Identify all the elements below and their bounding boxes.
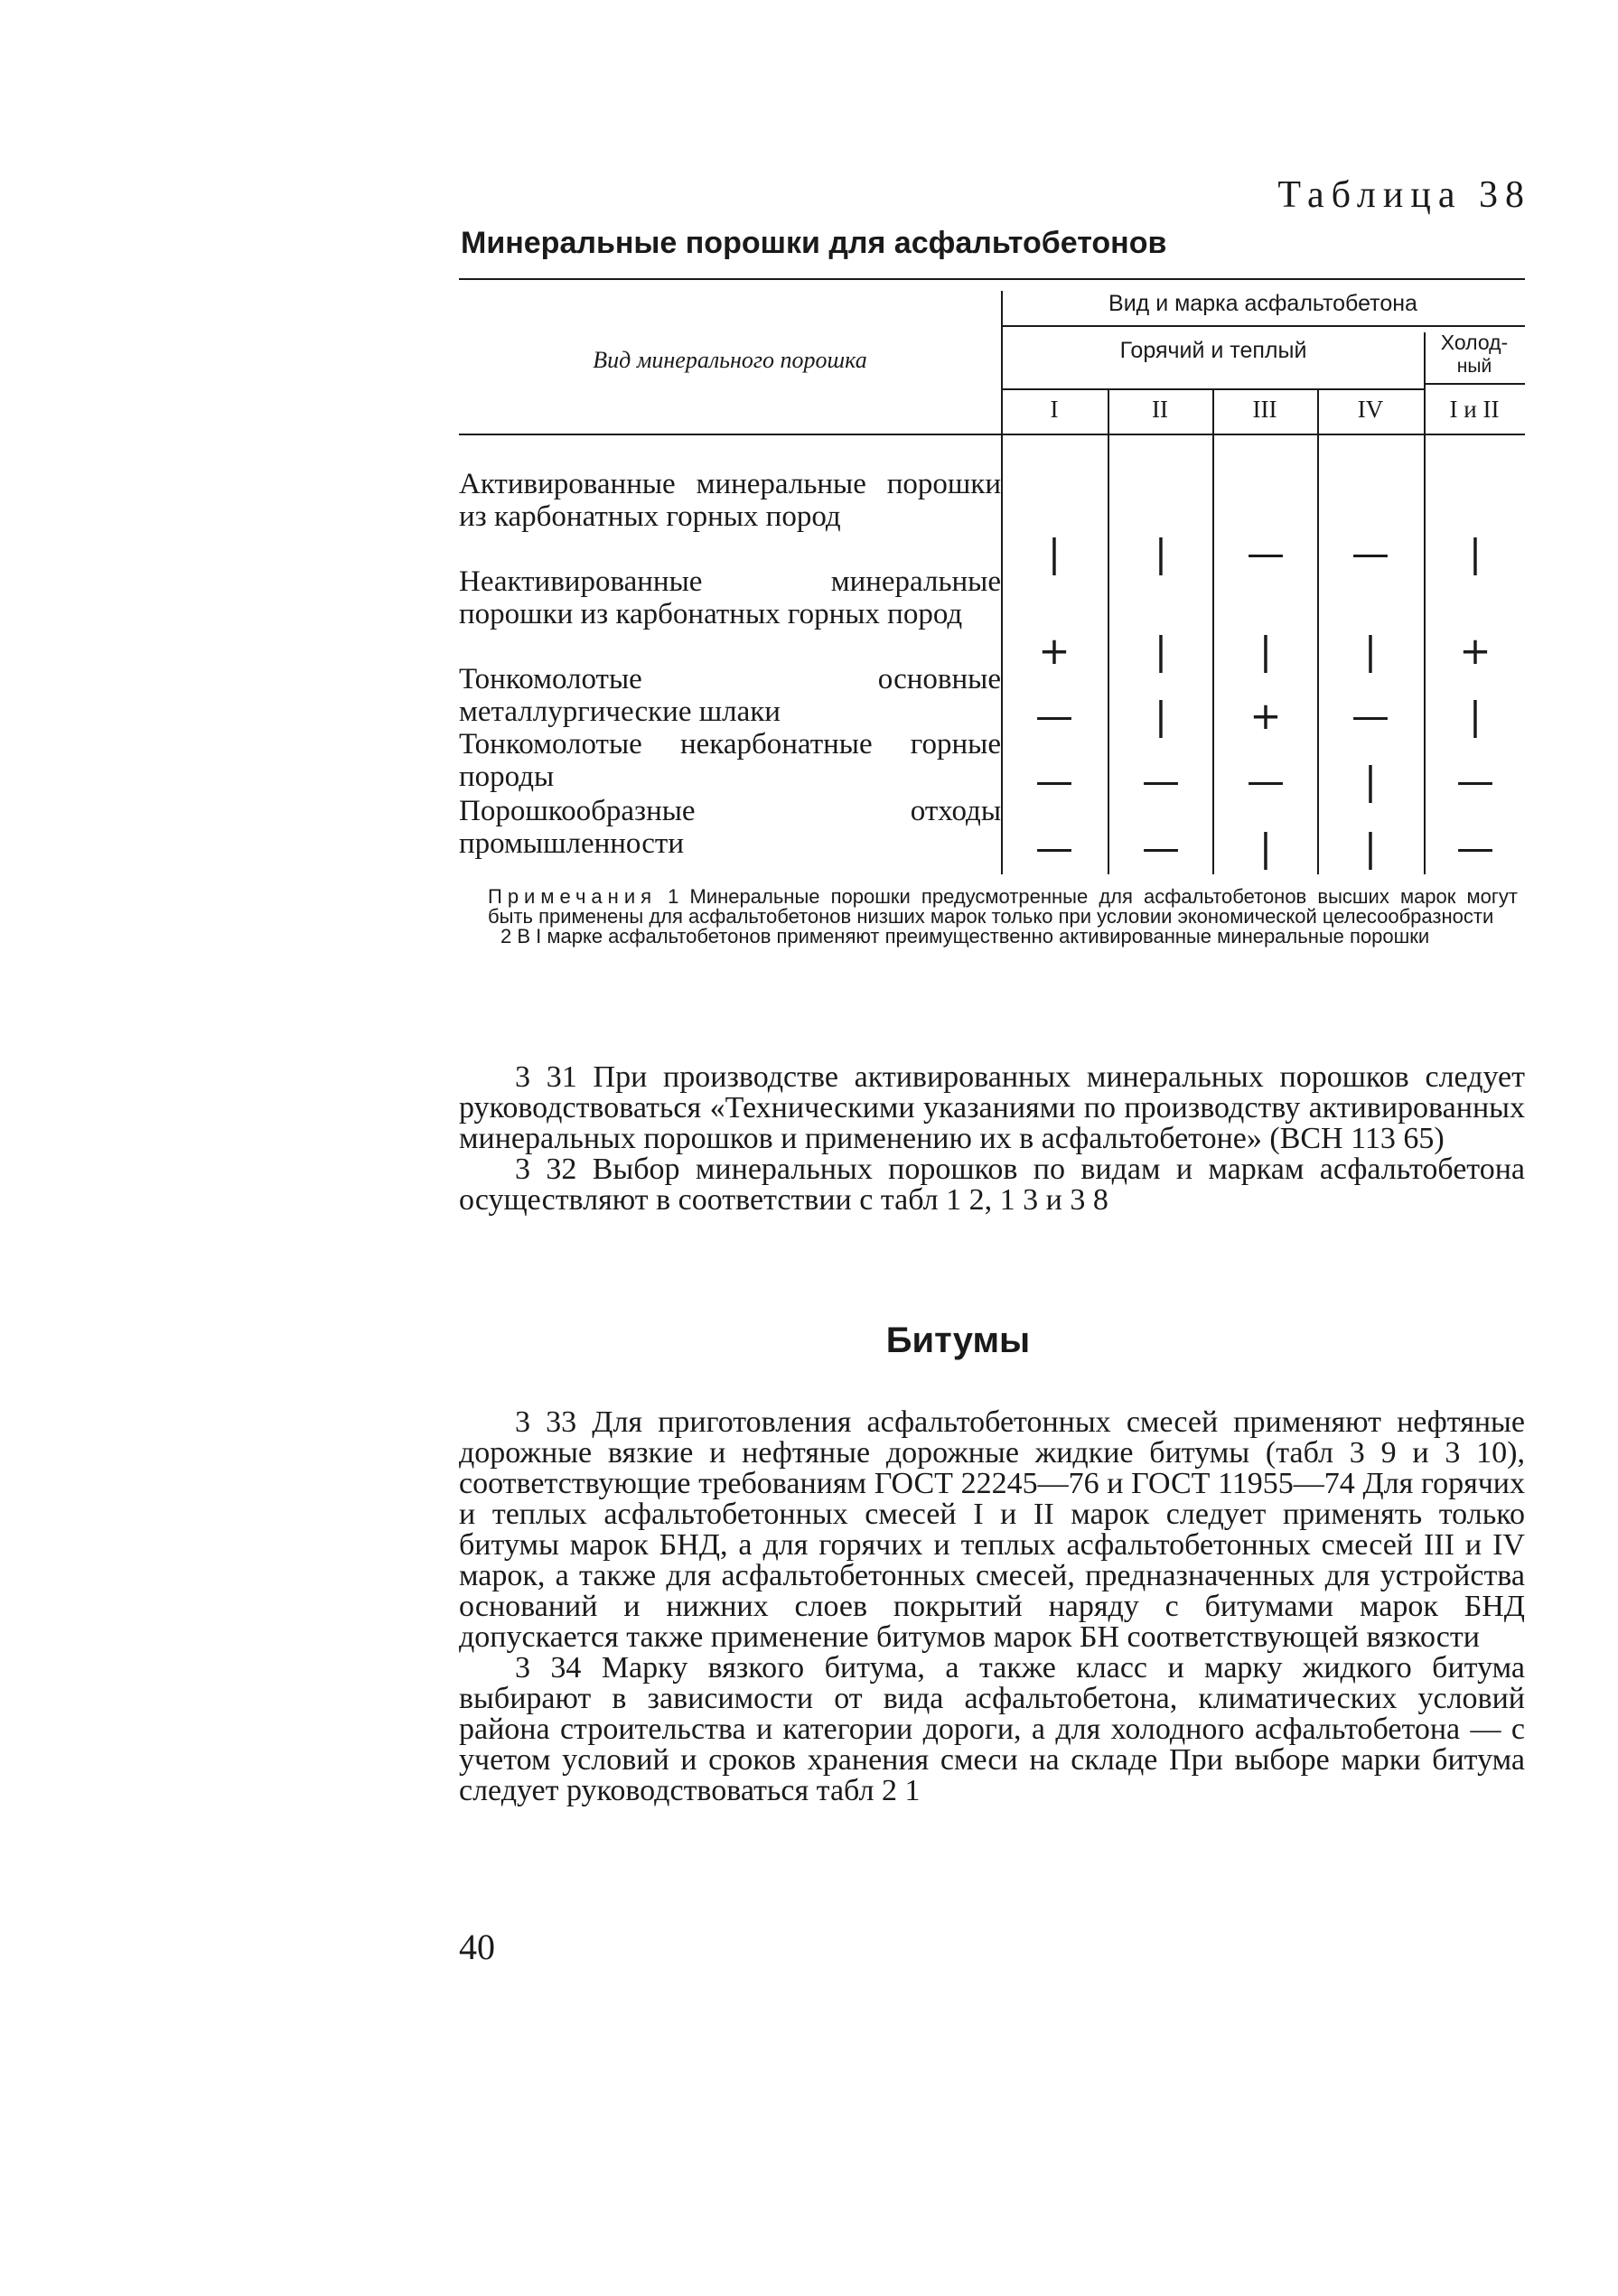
grade-II: II (1152, 396, 1168, 423)
row-name-3: Тонкомолотые основные металлургические шлаки (459, 663, 1001, 728)
header-bottom-rule (459, 434, 1525, 435)
row-5-mark-I: — (1035, 826, 1073, 870)
header-powder-type: Вид минерального порошка (593, 347, 867, 373)
minerals-table (459, 278, 1525, 874)
row-4-mark-III: — (1247, 759, 1285, 803)
table-number: Таблица 38 (1277, 174, 1531, 216)
header-asphalt-group: Вид и марка асфальтобетона (1108, 291, 1417, 316)
header-rule-1 (1001, 325, 1525, 327)
paragraph-3-33: 3 33 Для приготовления асфальтобетонных смесей применяют нефтяные дорожные вязкие и нефтяные дорожные жидкие битумы (табл 3 9 и 3 10), соответствующие требованиям ГОСТ 22245—76 и ГОСТ 11955—74 Для горячих и теплых асфальтобетонных смесей I и II марок следует применять только битумы марок БНД, а для горячих и теплых асфальтобетонных смесей III и IV марок, а также для асфальтобетонных смесей, предназначенных для устройства оснований и нижних слоев покрытий наряду с битумами марок БНД допускается также применение битумов марок БН соответствующей вязкости (459, 1405, 1525, 1654)
row-name-1: Активированные минеральные порошки из карбонатных горных пород (459, 468, 1001, 533)
grade-I: I (1050, 396, 1059, 423)
paragraph-3-32: 3 32 Выбор минеральных порошков по видам и маркам асфальтобетона осуществляют в соответствии с табл 1 2, 1 3 и 3 8 (459, 1153, 1525, 1217)
note-2: 2 В I марке асфальтобетонов применяют преимущественно активированные минеральные порошки (500, 925, 1430, 947)
row-name-2: Неактивированные минеральные порошки из карбонатных горных пород (459, 565, 1001, 630)
row-1-mark-cold: | (1468, 531, 1482, 575)
table-vline-1 (1001, 291, 1003, 874)
table-vline-2 (1108, 388, 1109, 874)
table-title: Минеральные порошки для асфальтобетонов (461, 226, 1167, 260)
header-cold-line1: Холод- (1440, 331, 1509, 354)
section-333-334 (459, 1407, 1525, 1806)
row-1-mark-II: | (1154, 531, 1168, 575)
grade-III: III (1252, 396, 1277, 423)
row-2-mark-II: | (1154, 629, 1168, 673)
table-top-rule (459, 278, 1525, 280)
table-notes (488, 887, 1518, 947)
header-rule-cold (1424, 383, 1525, 385)
row-2-mark-cold: + (1459, 629, 1492, 673)
row-4-mark-IV: | (1363, 759, 1378, 803)
grade-cold: I и II (1449, 396, 1500, 423)
row-1-mark-I: | (1047, 531, 1062, 575)
row-3-mark-II: | (1154, 694, 1168, 738)
section-331-332 (459, 1062, 1525, 1216)
row-3-mark-III: + (1249, 694, 1282, 738)
row-4-mark-I: — (1035, 759, 1073, 803)
row-4-mark-cold: — (1456, 759, 1494, 803)
row-name-5: Порошкообразные отходы промышленности (459, 795, 1001, 860)
grade-IV: IV (1357, 396, 1384, 423)
section-heading-bitumen: Битумы (885, 1321, 1031, 1360)
note-1: 1 Минеральные порошки предусмотренные для асфальтобетонов высших марок могут быть применены для асфальтобетонов низших марок только при условии экономической целесообразности (488, 885, 1518, 928)
header-hot-warm: Горячий и теплый (1119, 338, 1307, 363)
row-3-mark-IV: — (1351, 694, 1389, 738)
table-vline-4 (1317, 388, 1319, 874)
row-3-mark-I: — (1035, 694, 1073, 738)
row-name-4: Тонкомолотые некарбонатные горные породы (459, 728, 1001, 793)
row-4-mark-II: — (1142, 759, 1180, 803)
notes-lead: Примечания (488, 885, 658, 908)
row-2-mark-I: + (1038, 629, 1071, 673)
table-vline-3 (1212, 388, 1214, 874)
paragraph-3-34: 3 34 Марку вязкого битума, а также класс и марку жидкого битума выбирают в зависимости от вида асфальтобетона, климатических условий района строительства и категории дороги, а для холодного асфальтобетона — с учетом условий и сроков хранения смеси на складе При выборе марки битума следует руководствоваться табл 2 1 (459, 1651, 1525, 1807)
row-5-mark-III: | (1258, 826, 1273, 870)
page-number: 40 (459, 1927, 495, 1967)
row-2-mark-IV: | (1363, 629, 1378, 673)
header-cold-line2: ный (1456, 356, 1492, 377)
row-1-mark-III: — (1247, 531, 1285, 575)
row-5-mark-IV: | (1363, 826, 1378, 870)
paragraph-3-31: 3 31 При производстве активированных минеральных порошков следует руководствоваться «Техническими указаниями по производству активированных минеральных порошков и применению их в асфальтобетоне» (ВСН 113 65) (459, 1060, 1525, 1155)
row-1-mark-IV: — (1351, 531, 1389, 575)
row-5-mark-II: — (1142, 826, 1180, 870)
row-3-mark-cold: | (1468, 694, 1482, 738)
row-5-mark-cold: — (1456, 826, 1494, 870)
row-2-mark-III: | (1258, 629, 1273, 673)
